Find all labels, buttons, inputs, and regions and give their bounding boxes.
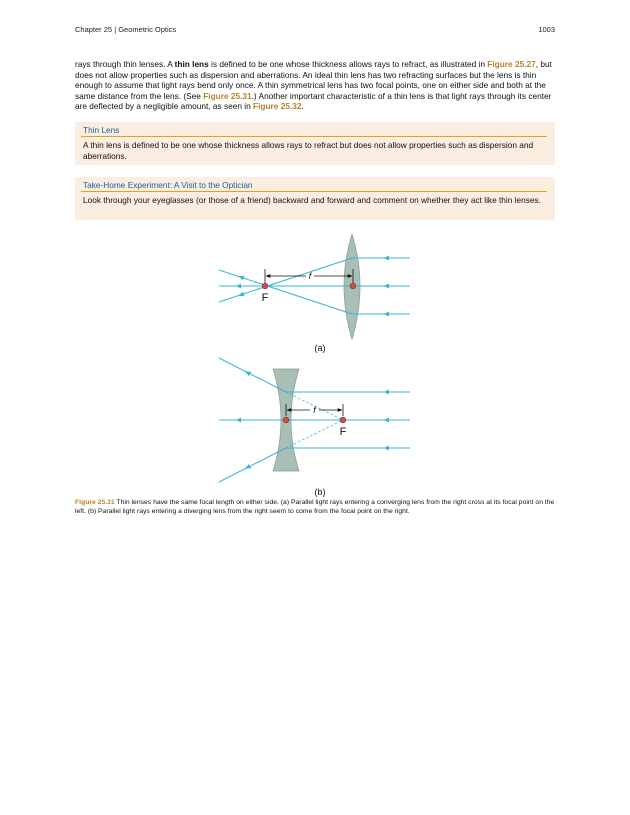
paragraph-text: rays through thin lenses. A: [75, 59, 175, 69]
key-term: thin lens: [174, 59, 209, 69]
box-body: A thin lens is defined to be one whose thickness allows rays to refract but does not allow properties such as dispersion and aberrations.: [83, 140, 534, 161]
caption-label: Figure 25.31: [75, 499, 115, 506]
running-header-chapter: Chapter 25 | Geometric Optics: [75, 25, 177, 34]
focal-length-label-b: f: [313, 405, 316, 415]
panel-b-diverging-lens: [219, 358, 410, 497]
focal-point-a: [262, 283, 268, 289]
box-body: Look through your eyeglasses (or those of a friend) backward and forward and comment on whether they act like thin lenses.: [83, 195, 541, 205]
focal-length-label-a: f: [308, 271, 312, 281]
page-number: 1003: [538, 25, 555, 34]
incoming-rays: [286, 392, 410, 448]
figure-link-25-32[interactable]: Figure 25.32: [253, 101, 302, 112]
panel-label-a: (a): [314, 343, 326, 353]
caption-text: Thin lenses have the same focal length on either side. (a) Parallel light rays entering a converging lens from the right cross at its focal point on the left. (b) Parallel light rays entering a diverging lens from the right seem to come from the focal point on the right.: [75, 499, 555, 515]
paragraph-text: , but does not allow properties such as dispersion and aberrations. An ideal thin lens has two refracting surfaces but the lens is thin enough to assume that light rays bend only once. A thin symmetrical lens has two focal points, one on either side and both at the same distance from the lens. (See: [75, 59, 552, 101]
focal-point-right-a: [350, 283, 356, 289]
panel-a-converging-lens: [219, 234, 410, 353]
incoming-ray-arrows: [384, 256, 389, 317]
paragraph-text: is defined to be one whose thickness allows rays to refract, as illustrated in: [208, 59, 488, 69]
focal-point-label-b: F: [339, 426, 347, 438]
paragraph-text: .: [301, 101, 304, 112]
box-title: Take-Home Experiment: A Visit to the Optician: [83, 180, 253, 190]
focal-point-b: [340, 417, 346, 423]
incoming-rays: [352, 258, 410, 314]
paragraph-text: .) Another important characteristic of a thin lens is that light rays through its center are deflected by a negligible amount, as seen in: [75, 90, 552, 112]
figure-link-25-31[interactable]: Figure 25.31: [203, 90, 252, 101]
figure-caption: [75, 498, 555, 516]
figure-link-25-27[interactable]: Figure 25.27: [487, 59, 536, 69]
panel-label-b: (b): [314, 487, 326, 497]
incoming-ray-arrows: [384, 390, 389, 451]
box-title: Thin Lens: [83, 125, 120, 135]
focal-point-left-b: [283, 417, 289, 423]
focal-point-label-a: F: [261, 292, 269, 304]
